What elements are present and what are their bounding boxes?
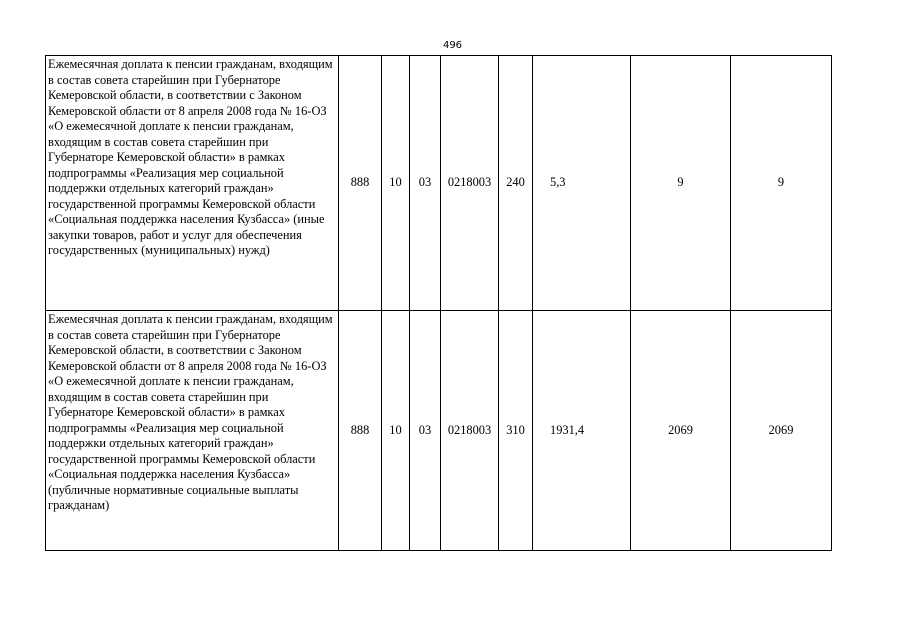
amount-year-1-cell: 5,3 xyxy=(533,56,631,311)
table-row xyxy=(46,56,832,311)
amount-year-3-cell: 9 xyxy=(731,56,832,311)
section-cell: 10 xyxy=(382,311,410,551)
expense-type-cell: 240 xyxy=(499,56,533,311)
ministry-code-cell: 888 xyxy=(339,311,382,551)
expense-type-cell: 310 xyxy=(499,311,533,551)
subsection-cell: 03 xyxy=(410,56,441,311)
page-number: 496 xyxy=(442,40,463,51)
amount-year-2-cell: 9 xyxy=(631,56,731,311)
section-cell: 10 xyxy=(382,56,410,311)
amount-year-1-cell: 1931,4 xyxy=(533,311,631,551)
subsection-cell: 03 xyxy=(410,311,441,551)
table-row xyxy=(46,311,832,551)
row-description: Ежемесячная доплата к пенсии гражданам, входящим в состав совета старейшин при Губернаторе Кемеровской области, в соответствии с Законом Кемеровской области от 8 апреля 2008 года № 16-ОЗ «О ежемесячной доплате к пенсии гражданам, входящим в состав совета старейшин при Губернаторе Кемеровской области» в рамках подпрограммы «Реализация мер социальной поддержки отдельных категорий граждан» государственной программы Кемеровской области «Социальная поддержка населения Кузбасса» (публичные нормативные социальные выплаты гражданам) xyxy=(46,311,339,551)
ministry-code-cell: 888 xyxy=(339,56,382,311)
target-article-cell: 0218003 xyxy=(441,311,499,551)
target-article-cell: 0218003 xyxy=(441,56,499,311)
amount-year-3-cell: 2069 xyxy=(731,311,832,551)
budget-table xyxy=(45,55,832,551)
row-description: Ежемесячная доплата к пенсии гражданам, входящим в состав совета старейшин при Губернаторе Кемеровской области, в соответствии с Законом Кемеровской области от 8 апреля 2008 года № 16-ОЗ «О ежемесячной доплате к пенсии гражданам, входящим в состав совета старейшин при Губернаторе Кемеровской области» в рамках подпрограммы «Реализация мер социальной поддержки отдельных категорий граждан» государственной программы Кемеровской области «Социальная поддержка населения Кузбасса» (иные закупки товаров, работ и услуг для обеспечения государственных (муниципальных) нужд) xyxy=(46,56,339,311)
amount-year-2-cell: 2069 xyxy=(631,311,731,551)
